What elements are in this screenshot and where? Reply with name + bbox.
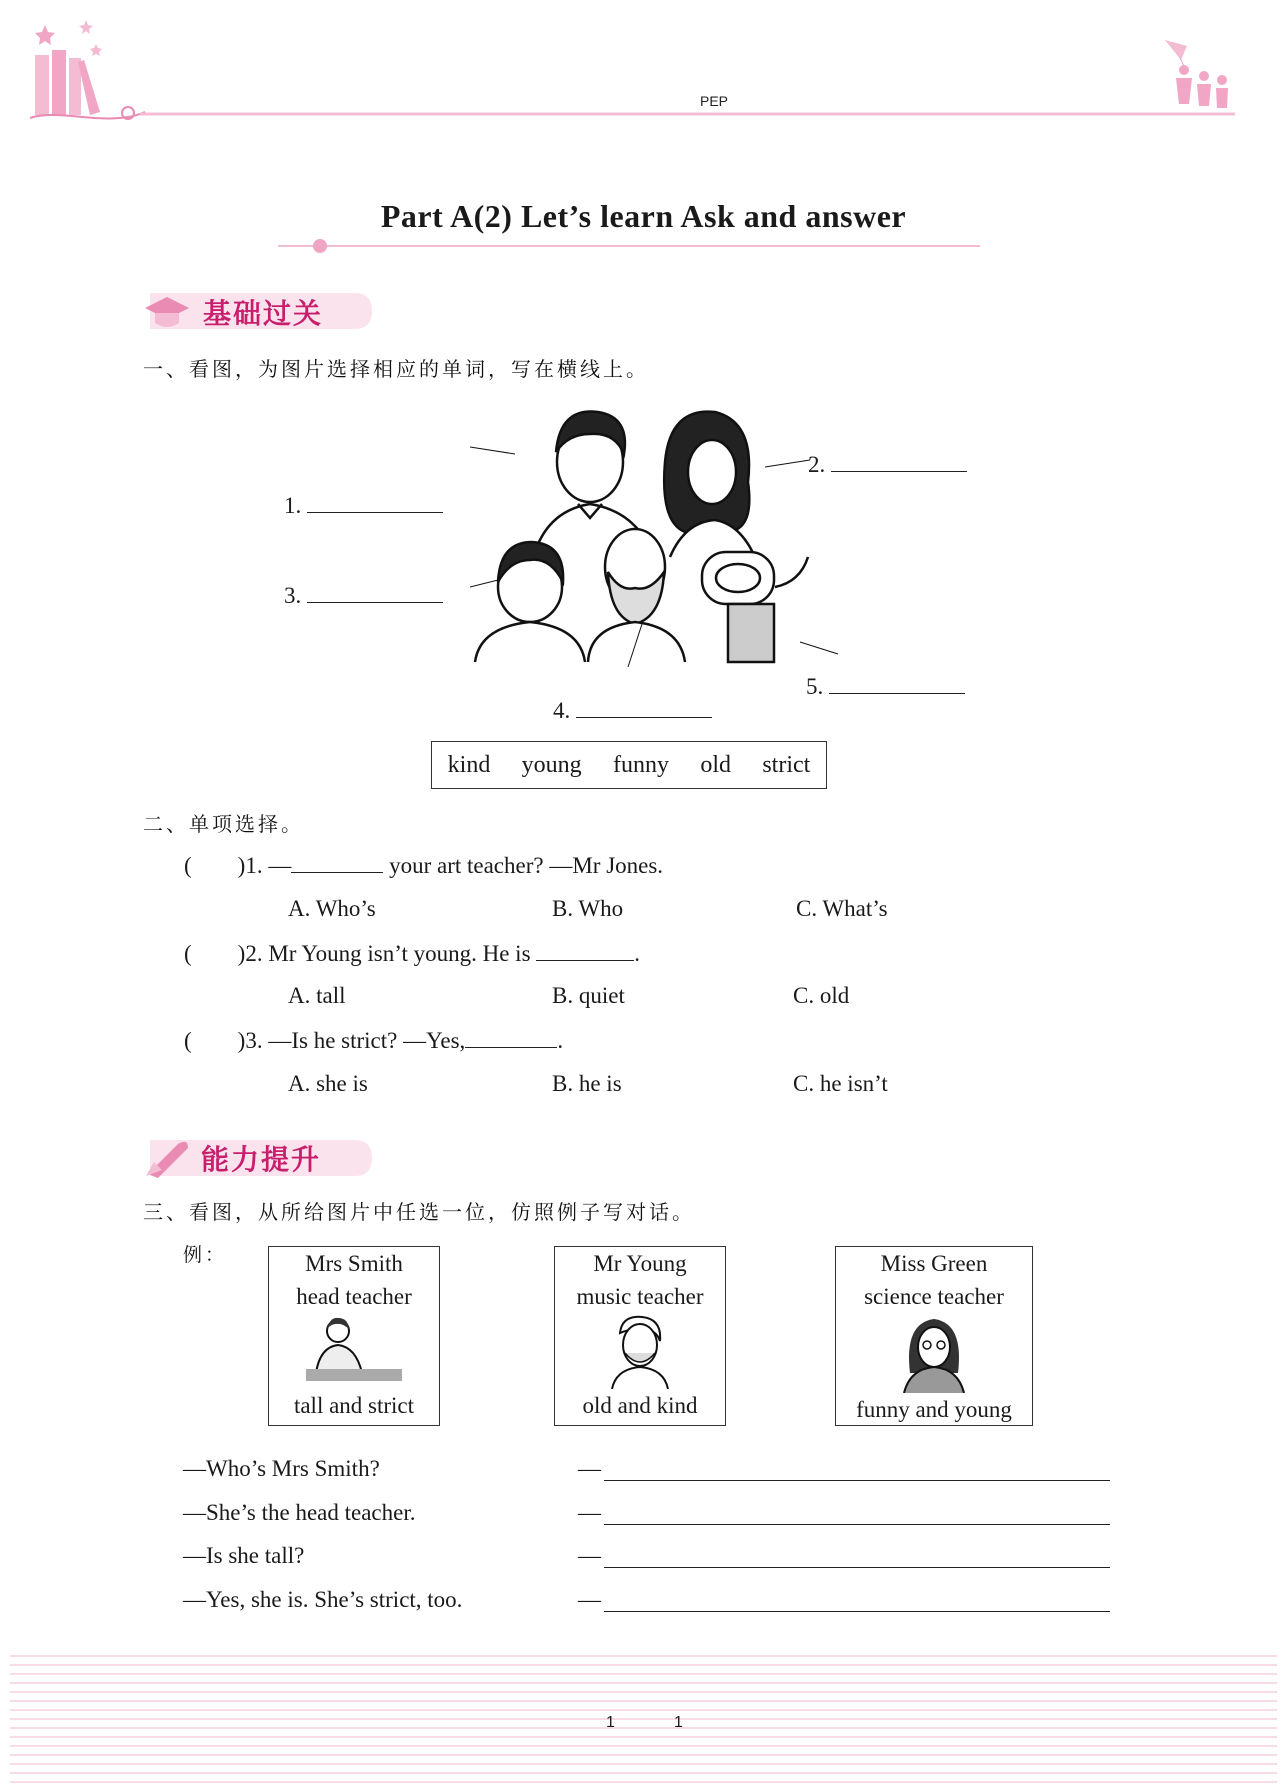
teacher-card-green[interactable]: Miss Green science teacher funny and young	[835, 1246, 1033, 1426]
teacher-young-picture	[590, 1313, 690, 1389]
answer-line-4[interactable]	[604, 1611, 1110, 1612]
page-number-left: 1	[606, 1714, 615, 1731]
example-dialogue-line-4: —Yes, she is. She’s strict, too.	[183, 1587, 463, 1612]
q2-item-1: ( )1. — your art teacher? —Mr Jones.	[184, 853, 664, 878]
q1-label-5: 5.	[806, 673, 965, 700]
section-heading-ability: 能力提升	[201, 1143, 322, 1176]
word-bank-item: old	[700, 751, 731, 778]
q2-option-3a[interactable]: A. she is	[288, 1071, 368, 1096]
q1-instruction: 一、看图，为图片选择相应的单词，写在横线上。	[143, 357, 649, 381]
q1-answer-line-2[interactable]	[831, 451, 967, 472]
page-title: Part A(2) Let’s learn Ask and answer	[380, 198, 907, 234]
q2-option-3b[interactable]: B. he is	[552, 1071, 622, 1096]
word-bank-item: kind	[447, 751, 491, 778]
word-bank-item: funny	[612, 751, 669, 778]
teacher-green-picture	[884, 1313, 984, 1393]
q2-blank-1[interactable]	[291, 852, 383, 873]
q2-option-2b[interactable]: B. quiet	[552, 983, 625, 1008]
page-number-right: 1	[674, 1714, 683, 1731]
q2-option-1c[interactable]: C. What’s	[796, 896, 888, 921]
answer-paren[interactable]: ( )	[184, 941, 246, 966]
header-decoration	[0, 0, 1287, 140]
answer-dash: —	[578, 1587, 601, 1612]
q1-answer-line-3[interactable]	[307, 582, 443, 603]
q2-instruction: 二、单项选择。	[143, 812, 304, 836]
word-bank-item: strict	[762, 751, 811, 778]
answer-line-1[interactable]	[604, 1480, 1110, 1481]
q2-option-1b[interactable]: B. Who	[552, 896, 624, 921]
answer-paren[interactable]: ( )	[184, 853, 246, 878]
teacher-smith-picture	[304, 1313, 404, 1389]
teacher-card-young[interactable]: Mr Young music teacher old and kind	[554, 1246, 726, 1426]
example-label: 例：	[183, 1244, 228, 1266]
q2-option-3c[interactable]: C. he isn’t	[793, 1071, 888, 1096]
example-dialogue-line-2: —She’s the head teacher.	[183, 1500, 416, 1525]
q2-item-2: ( )2. Mr Young isn’t young. He is .	[184, 941, 641, 966]
q2-option-2c[interactable]: C. old	[793, 983, 850, 1008]
answer-line-3[interactable]	[604, 1567, 1110, 1568]
answer-dash: —	[578, 1500, 601, 1525]
q2-item-3: ( )3. —Is he strict? —Yes, .	[184, 1028, 564, 1053]
books-logo-icon	[30, 20, 145, 119]
answer-paren[interactable]: ( )	[184, 1028, 246, 1053]
q3-instruction: 三、看图，从所给图片中任选一位，仿照例子写对话。	[143, 1200, 695, 1224]
q1-label-1: 1.	[284, 492, 443, 519]
example-dialogue-line-3: —Is she tall?	[183, 1543, 305, 1568]
answer-dash: —	[578, 1543, 601, 1568]
q1-label-4: 4.	[553, 697, 712, 724]
title-underline	[278, 236, 980, 256]
family-illustration	[470, 392, 860, 667]
q1-label-2: 2.	[808, 451, 967, 478]
q1-answer-line-4[interactable]	[576, 697, 712, 718]
answer-line-2[interactable]	[604, 1524, 1110, 1525]
q1-answer-line-5[interactable]	[829, 673, 965, 694]
q2-option-2a[interactable]: A. tall	[288, 983, 346, 1008]
q1-answer-line-1[interactable]	[307, 492, 443, 513]
example-dialogue-line-1: —Who’s Mrs Smith?	[183, 1456, 380, 1481]
series-label: PEP	[700, 93, 729, 109]
q2-blank-3[interactable]	[465, 1027, 557, 1048]
word-bank-item: young	[521, 751, 582, 778]
footer-band	[10, 1655, 1277, 1789]
children-kite-icon	[1165, 40, 1228, 108]
q1-label-3: 3.	[284, 582, 443, 609]
q2-option-1a[interactable]: A. Who’s	[288, 896, 376, 921]
answer-dash: —	[578, 1456, 601, 1481]
q2-blank-2[interactable]	[536, 940, 634, 961]
word-bank	[431, 741, 827, 789]
teacher-card-smith[interactable]: Mrs Smith head teacher tall and strict	[268, 1246, 440, 1426]
section-heading-basic: 基础过关	[203, 297, 324, 330]
